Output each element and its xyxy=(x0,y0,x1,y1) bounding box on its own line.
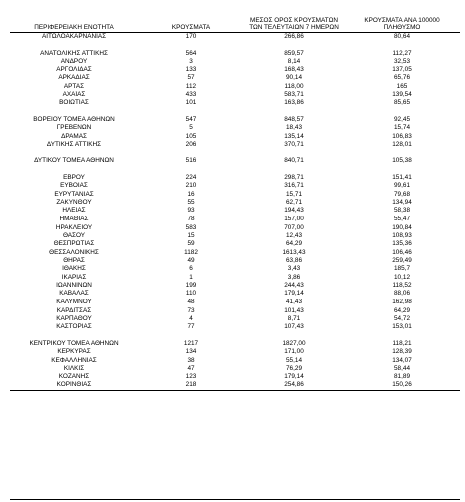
avg-cell: 63,86 xyxy=(286,257,302,264)
region-cell: ΘΕΣΣΑΛΟΝΙΚΗΣ xyxy=(49,248,99,256)
per-100000-cell: 15,74 xyxy=(394,124,410,132)
per-100000-cell: 106,46 xyxy=(392,248,412,256)
cases-cell: 4 xyxy=(189,315,193,323)
region-cell: ΕΥΒΟΙΑΣ xyxy=(60,182,88,190)
region-cell: ΚΟΖΑΝΗΣ xyxy=(58,373,90,381)
region-cell: ΚΕΦΑΛΛΗΝΙΑΣ xyxy=(51,356,97,364)
spacer-cell xyxy=(10,332,138,340)
per-100000-cell: 55,47 xyxy=(394,215,410,223)
cases-cell: 101 xyxy=(185,99,197,107)
table-row xyxy=(10,299,460,307)
avg-cell: 18,43 xyxy=(286,124,302,132)
region-cell: ΑΡΚΑΔΙΑΣ xyxy=(58,74,90,82)
per-100000-cell: 10,12 xyxy=(394,273,410,281)
region-cell: ΙΚΑΡΙΑΣ xyxy=(61,273,87,281)
table-row xyxy=(10,282,460,290)
cases-cell: 3 xyxy=(189,57,193,65)
region-cell: ΒΟΙΩΤΙΑΣ xyxy=(59,99,89,107)
cases-cell: 78 xyxy=(187,215,195,223)
avg-cell: 107,43 xyxy=(284,323,304,331)
cases-cell: 47 xyxy=(187,364,195,372)
cases-cell: 516 xyxy=(185,157,197,165)
region-cell: ΑΡΓΟΛΙΔΑΣ xyxy=(56,66,92,74)
per-100000-cell: 80,64 xyxy=(394,32,410,40)
cases-cell: 112 xyxy=(185,82,197,90)
per-100000-cell: 259,49 xyxy=(392,257,412,264)
cases-cell: 134 xyxy=(185,348,197,356)
cases-cell: 1217 xyxy=(183,339,199,347)
per-100000-cell: 118,52 xyxy=(392,281,412,289)
spacer-cell xyxy=(244,149,344,157)
bottom-rule xyxy=(10,499,460,500)
per-100000-cell: 185,7 xyxy=(394,265,410,273)
table-row xyxy=(10,33,460,42)
spacer-cell xyxy=(138,108,244,116)
avg-cell: 707,00 xyxy=(284,223,304,231)
region-cell: ΕΥΡΥΤΑΝΙΑΣ xyxy=(54,190,94,198)
region-cell: ΓΡΕΒΕΝΩΝ xyxy=(56,124,92,132)
table-row xyxy=(10,91,460,99)
cases-cell: 123 xyxy=(185,373,197,381)
table-row xyxy=(10,224,460,232)
cases-cell: 6 xyxy=(189,265,193,273)
region-cell: ΘΕΣΠΡΩΤΙΑΣ xyxy=(53,240,95,248)
spacer-cell xyxy=(244,332,344,340)
avg-cell: 64,29 xyxy=(286,240,302,248)
table-row xyxy=(10,290,460,298)
region-cell: ΑΝΔΡΟΥ xyxy=(60,57,88,65)
per-100000-cell: 92,45 xyxy=(394,115,410,123)
per-100000-cell: 88,06 xyxy=(394,290,410,298)
per-100000-cell: 128,01 xyxy=(392,140,412,148)
region-cell: ΕΒΡΟΥ xyxy=(63,174,85,181)
per-100000-cell: 190,84 xyxy=(392,223,412,231)
spacer-cell xyxy=(344,332,460,340)
table-row xyxy=(10,348,460,356)
cases-cell: 77 xyxy=(187,323,195,331)
region-cell: ΗΛΕΙΑΣ xyxy=(62,207,86,215)
table-row xyxy=(10,307,460,315)
table-row xyxy=(10,74,460,82)
region-cell: ΔΡΑΜΑΣ xyxy=(61,132,87,140)
per-100000-cell: 128,39 xyxy=(392,348,412,356)
per-100000-cell: 137,05 xyxy=(392,66,412,74)
cases-cell: 48 xyxy=(187,298,195,306)
table-row xyxy=(10,216,460,224)
header-cases: ΚΡΟΥΣΜΑΤΑ xyxy=(138,10,244,33)
cases-cell: 1182 xyxy=(184,248,198,256)
spacer-row xyxy=(10,332,460,340)
cases-cell: 110 xyxy=(185,290,197,298)
spacer-row xyxy=(10,166,460,174)
avg-cell: 370,71 xyxy=(284,140,304,148)
region-cell: ΘΑΣΟΥ xyxy=(62,232,86,240)
table-row xyxy=(10,58,460,66)
table-row xyxy=(10,207,460,215)
per-100000-cell: 165 xyxy=(396,82,408,90)
cases-cell: 133 xyxy=(185,66,197,74)
avg-cell: 194,43 xyxy=(284,207,304,215)
avg-cell: 179,14 xyxy=(284,290,304,298)
region-cell: ΖΑΚΥΝΘΟΥ xyxy=(56,198,92,206)
spacer-cell xyxy=(10,41,138,49)
region-cell: ΑΡΤΑΣ xyxy=(63,82,85,90)
per-100000-cell: 105,38 xyxy=(392,157,412,165)
spacer-row xyxy=(10,41,460,49)
avg-cell: 8,14 xyxy=(287,57,301,65)
avg-cell: 8,71 xyxy=(287,315,301,323)
cases-cell: 105 xyxy=(185,132,197,140)
cases-cell: 583 xyxy=(185,223,197,231)
table-row xyxy=(10,157,460,165)
table-row xyxy=(10,199,460,207)
cases-cell: 564 xyxy=(185,49,197,57)
cases-cell: 49 xyxy=(187,257,195,264)
header-row xyxy=(10,10,460,33)
table-row xyxy=(10,174,460,182)
spacer-cell xyxy=(344,149,460,157)
per-100000-cell: 150,26 xyxy=(344,381,460,390)
region-cell: ΚΟΡΙΝΘΙΑΣ xyxy=(10,381,138,390)
table-row xyxy=(10,257,460,265)
table-row xyxy=(10,249,460,257)
per-100000-cell: 162,98 xyxy=(392,298,412,306)
region-cell: ΒΟΡΕΙΟΥ ΤΟΜΕΑ ΑΘΗΝΩΝ xyxy=(33,115,115,123)
region-cell: ΘΗΡΑΣ xyxy=(63,257,85,264)
spacer-cell xyxy=(138,166,244,174)
avg-cell: 316,71 xyxy=(284,182,304,190)
cases-cell: 5 xyxy=(189,124,193,132)
table-row xyxy=(10,182,460,190)
cases-cell: 59 xyxy=(187,240,195,248)
avg-cell: 859,57 xyxy=(284,49,304,57)
spacer-cell xyxy=(244,108,344,116)
spacer-cell xyxy=(138,149,244,157)
cases-cell: 1 xyxy=(189,273,193,281)
spacer-cell xyxy=(10,149,138,157)
table-row xyxy=(10,315,460,323)
cases-cell: 218 xyxy=(138,381,244,390)
avg-cell: 62,71 xyxy=(286,198,302,206)
per-100000-cell: 139,54 xyxy=(392,91,412,99)
region-cell: ΚΕΡΚΥΡΑΣ xyxy=(57,348,91,356)
covid-cases-table xyxy=(10,10,460,391)
table-row xyxy=(10,274,460,282)
table-row xyxy=(10,365,460,373)
avg-cell: 12,43 xyxy=(286,232,302,240)
region-cell: ΚΑΒΑΛΑΣ xyxy=(59,290,89,298)
region-cell: ΔΥΤΙΚΗΣ ΑΤΤΙΚΗΣ xyxy=(46,140,102,148)
avg-cell: 3,86 xyxy=(287,273,301,281)
table-row xyxy=(10,116,460,124)
table-row xyxy=(10,232,460,240)
avg-cell: 244,43 xyxy=(284,281,304,289)
cases-cell: 433 xyxy=(185,91,197,99)
region-cell: ΗΡΑΚΛΕΙΟΥ xyxy=(55,223,93,231)
cases-cell: 93 xyxy=(187,207,195,215)
avg-cell: 101,43 xyxy=(284,306,304,314)
per-100000-cell: 118,21 xyxy=(392,339,412,347)
spacer-cell xyxy=(344,166,460,174)
avg-cell: 179,14 xyxy=(284,373,304,381)
region-cell: ΙΘΑΚΗΣ xyxy=(62,265,86,273)
avg-cell: 118,00 xyxy=(284,82,304,90)
spacer-cell xyxy=(244,166,344,174)
per-100000-cell: 64,29 xyxy=(394,306,410,314)
table-header xyxy=(10,10,460,33)
per-100000-cell: 85,65 xyxy=(394,99,410,107)
table-row xyxy=(10,323,460,331)
table-row xyxy=(10,133,460,141)
per-100000-cell: 58,38 xyxy=(394,207,410,215)
region-cell: ΑΝΑΤΟΛΙΚΗΣ ΑΤΤΙΚΗΣ xyxy=(40,49,108,57)
table-body xyxy=(10,33,460,391)
cases-cell: 55 xyxy=(187,198,195,206)
cases-cell: 199 xyxy=(185,281,197,289)
region-cell: ΗΜΑΘΙΑΣ xyxy=(59,215,89,223)
avg-cell: 583,71 xyxy=(284,91,304,99)
region-cell: ΑΧΑΪΑΣ xyxy=(62,91,86,99)
table-row xyxy=(10,141,460,149)
region-cell: ΚΙΛΚΙΣ xyxy=(63,364,85,372)
avg-cell: 163,86 xyxy=(284,99,304,107)
avg-cell: 840,71 xyxy=(284,157,304,165)
spacer-cell xyxy=(138,41,244,49)
avg-cell: 266,86 xyxy=(284,32,304,40)
spacer-row xyxy=(10,149,460,157)
per-100000-cell: 106,83 xyxy=(392,132,412,140)
avg-cell: 55,14 xyxy=(286,356,302,364)
per-100000-cell: 134,94 xyxy=(392,198,412,206)
per-100000-cell: 65,76 xyxy=(394,74,410,82)
cases-cell: 38 xyxy=(187,356,195,364)
spacer-cell xyxy=(138,332,244,340)
table-row xyxy=(10,124,460,132)
region-cell: ΚΑΛΥΜΝΟΥ xyxy=(56,298,92,306)
region-cell: ΔΥΤΙΚΟΥ ΤΟΜΕΑ ΑΘΗΝΩΝ xyxy=(34,157,114,165)
per-100000-cell: 112,27 xyxy=(392,49,412,57)
header-cases-per-100000: ΚΡΟΥΣΜΑΤΑ ΑΝΑ 100000 ΠΛΗΘΥΣΜΟ xyxy=(344,10,460,33)
table-row xyxy=(10,357,460,365)
table-row xyxy=(10,340,460,348)
per-100000-cell: 135,36 xyxy=(392,240,412,248)
region-cell: ΑΙΤΩΛΟΑΚΑΡΝΑΝΙΑΣ xyxy=(41,32,107,40)
avg-cell: 15,71 xyxy=(286,190,302,198)
per-100000-cell: 153,01 xyxy=(392,323,412,331)
per-100000-cell: 54,72 xyxy=(394,315,410,323)
per-100000-cell: 32,53 xyxy=(394,57,410,65)
table-row xyxy=(10,66,460,74)
cases-cell: 206 xyxy=(185,140,197,148)
table-row xyxy=(10,99,460,107)
spacer-cell xyxy=(244,41,344,49)
avg-cell: 90,14 xyxy=(286,74,302,82)
avg-cell: 76,29 xyxy=(286,364,302,372)
per-100000-cell: 81,89 xyxy=(394,373,410,381)
spacer-cell xyxy=(344,41,460,49)
spacer-cell xyxy=(10,108,138,116)
cases-cell: 57 xyxy=(187,74,195,82)
avg-cell: 254,86 xyxy=(244,381,344,390)
table-row xyxy=(10,381,460,390)
cases-cell: 224 xyxy=(185,174,197,181)
spacer-cell xyxy=(10,166,138,174)
region-cell: ΚΑΡΠΑΘΟΥ xyxy=(56,315,92,323)
spacer-cell xyxy=(344,108,460,116)
table-row xyxy=(10,50,460,58)
header-avg-7-days: ΜΕΣΟΣ ΟΡΟΣ ΚΡΟΥΣΜΑΤΩΝ ΤΩΝ ΤΕΛΕΥΤΑΙΩΝ 7 ΗΜΕΡΩΝ xyxy=(244,10,344,33)
cases-cell: 547 xyxy=(185,115,197,123)
table-row xyxy=(10,83,460,91)
per-100000-cell: 99,61 xyxy=(394,182,410,190)
per-100000-cell: 108,93 xyxy=(392,232,412,240)
avg-cell: 1827,00 xyxy=(282,339,306,347)
cases-cell: 16 xyxy=(187,190,195,198)
avg-cell: 168,43 xyxy=(284,66,304,74)
per-100000-cell: 151,41 xyxy=(392,174,412,181)
table-row xyxy=(10,265,460,273)
region-cell: ΙΩΑΝΝΙΝΩΝ xyxy=(56,281,92,289)
table-row xyxy=(10,373,460,381)
spacer-row xyxy=(10,108,460,116)
avg-cell: 298,71 xyxy=(284,174,304,181)
table-row xyxy=(10,191,460,199)
avg-cell: 157,00 xyxy=(284,215,304,223)
cases-cell: 170 xyxy=(185,32,197,40)
avg-cell: 3,43 xyxy=(287,265,301,273)
per-100000-cell: 79,68 xyxy=(394,190,410,198)
avg-cell: 1613,43 xyxy=(282,248,306,256)
cases-cell: 210 xyxy=(185,182,197,190)
region-cell: ΚΑΣΤΟΡΙΑΣ xyxy=(56,323,92,331)
region-cell: ΚΕΝΤΡΙΚΟΥ ΤΟΜΕΑ ΑΘΗΝΩΝ xyxy=(29,339,119,347)
per-100000-cell: 134,07 xyxy=(392,356,412,364)
table-row xyxy=(10,240,460,248)
per-100000-cell: 58,44 xyxy=(394,364,410,372)
avg-cell: 41,43 xyxy=(286,298,302,306)
header-region: ΠΕΡΙΦΕΡΕΙΑΚΗ ΕΝΟΤΗΤΑ xyxy=(10,10,138,33)
cases-cell: 73 xyxy=(187,306,195,314)
avg-cell: 135,14 xyxy=(284,132,304,140)
region-cell: ΚΑΡΔΙΤΣΑΣ xyxy=(56,306,92,314)
cases-cell: 15 xyxy=(187,232,195,240)
avg-cell: 171,00 xyxy=(284,348,304,356)
avg-cell: 848,57 xyxy=(284,115,304,123)
